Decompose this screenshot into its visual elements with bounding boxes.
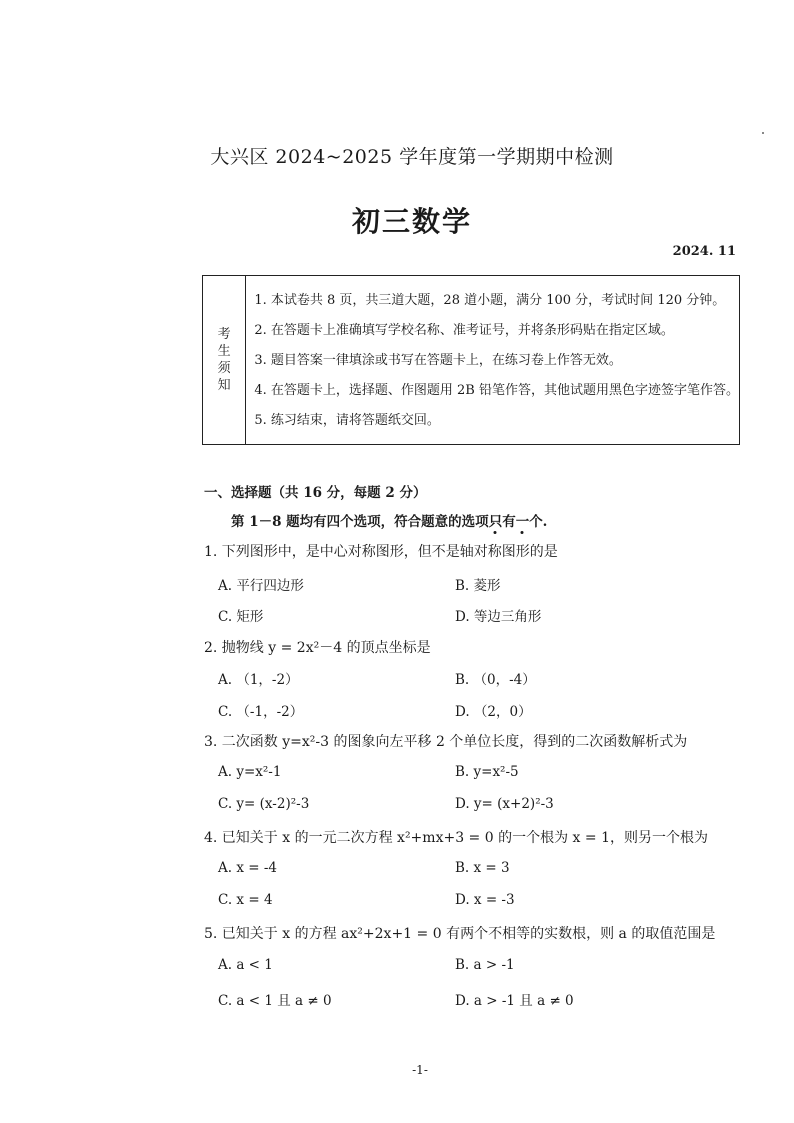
option-b: B. 菱形	[455, 578, 501, 594]
section-heading: 一、选择题（共 16 分，每题 2 分）	[204, 485, 427, 501]
option-d: D. x = -3	[455, 892, 515, 908]
option-d: D. 等边三角形	[455, 609, 542, 625]
option-a: A. 平行四边形	[218, 578, 304, 594]
option-b: B. a > -1	[455, 957, 515, 973]
question-stem: 4. 已知关于 x 的一元二次方程 x²+mx+3 = 0 的一个根为 x = 1，则另一个根为	[204, 830, 708, 846]
page-number: -1-	[412, 1063, 428, 1077]
option-a: A. （1，-2）	[218, 672, 299, 688]
option-c: C. x = 4	[218, 892, 273, 908]
option-b: B. y=x²-5	[455, 764, 519, 780]
notice-label-char: 须	[217, 361, 231, 376]
emphasis-dot-char: 一	[515, 514, 530, 530]
notice-item: 2. 在答题卡上准确填写学校名称、准考证号，并将条形码贴在指定区域。	[254, 323, 674, 338]
instruction-suffix: 个.	[529, 514, 548, 530]
exam-title: 大兴区 2024~2025 学年度第一学期期中检测	[210, 146, 614, 168]
option-c: C. （-1，-2）	[218, 704, 304, 720]
notice-item: 5. 练习结束，请将答题纸交回。	[254, 413, 440, 428]
notice-label	[203, 276, 246, 444]
notice-label-char: 知	[217, 378, 231, 393]
notice-item: 1. 本试卷共 8 页，共三道大题，28 道小题，满分 100 分，考试时间 120 分钟。	[254, 293, 726, 308]
section-instruction	[231, 510, 547, 530]
option-c: C. a < 1 且 a ≠ 0	[218, 993, 332, 1009]
option-d: D. y= (x+2)²-3	[455, 796, 554, 812]
option-d: D. （2，0）	[455, 704, 532, 720]
option-a: A. x = -4	[218, 860, 277, 876]
instruction-prefix: 第 1－8 题均有四个选项，符合题意的选项	[231, 514, 489, 530]
notice-item: 3. 题目答案一律填涂或书写在答题卡上，在练习卷上作答无效。	[254, 353, 622, 368]
notice-item: 4. 在答题卡上，选择题、作图题用 2B 铅笔作答，其他试题用黑色字迹签字笔作答。	[254, 383, 739, 398]
option-c: C. 矩形	[218, 609, 264, 625]
exam-subject: 初三数学	[351, 205, 472, 238]
exam-notice-box	[202, 275, 740, 445]
option-d: D. a > -1 且 a ≠ 0	[455, 993, 574, 1009]
option-c: C. y= (x-2)²-3	[218, 796, 310, 812]
option-b: B. x = 3	[455, 860, 510, 876]
emphasis-dot-char: 只	[488, 514, 503, 530]
option-a: A. a < 1	[218, 957, 273, 973]
scan-speck	[762, 132, 764, 134]
notice-label-char: 生	[217, 344, 231, 359]
question-stem: 3. 二次函数 y=x²-3 的图象向左平移 2 个单位长度，得到的二次函数解析式为	[204, 734, 688, 750]
question-stem: 1. 下列图形中，是中心对称图形，但不是轴对称图形的是	[204, 544, 558, 560]
instruction-mid: 有	[502, 514, 516, 530]
question-stem: 2. 抛物线 y = 2x²－4 的顶点坐标是	[204, 640, 431, 656]
exam-date: 2024. 11	[672, 244, 736, 259]
option-a: A. y=x²-1	[218, 764, 282, 780]
question-stem: 5. 已知关于 x 的方程 ax²+2x+1 = 0 有两个不相等的实数根，则 a 的取值范围是	[204, 926, 716, 942]
notice-list	[246, 276, 739, 444]
option-b: B. （0，-4）	[455, 672, 536, 688]
notice-label-char: 考	[217, 327, 231, 342]
